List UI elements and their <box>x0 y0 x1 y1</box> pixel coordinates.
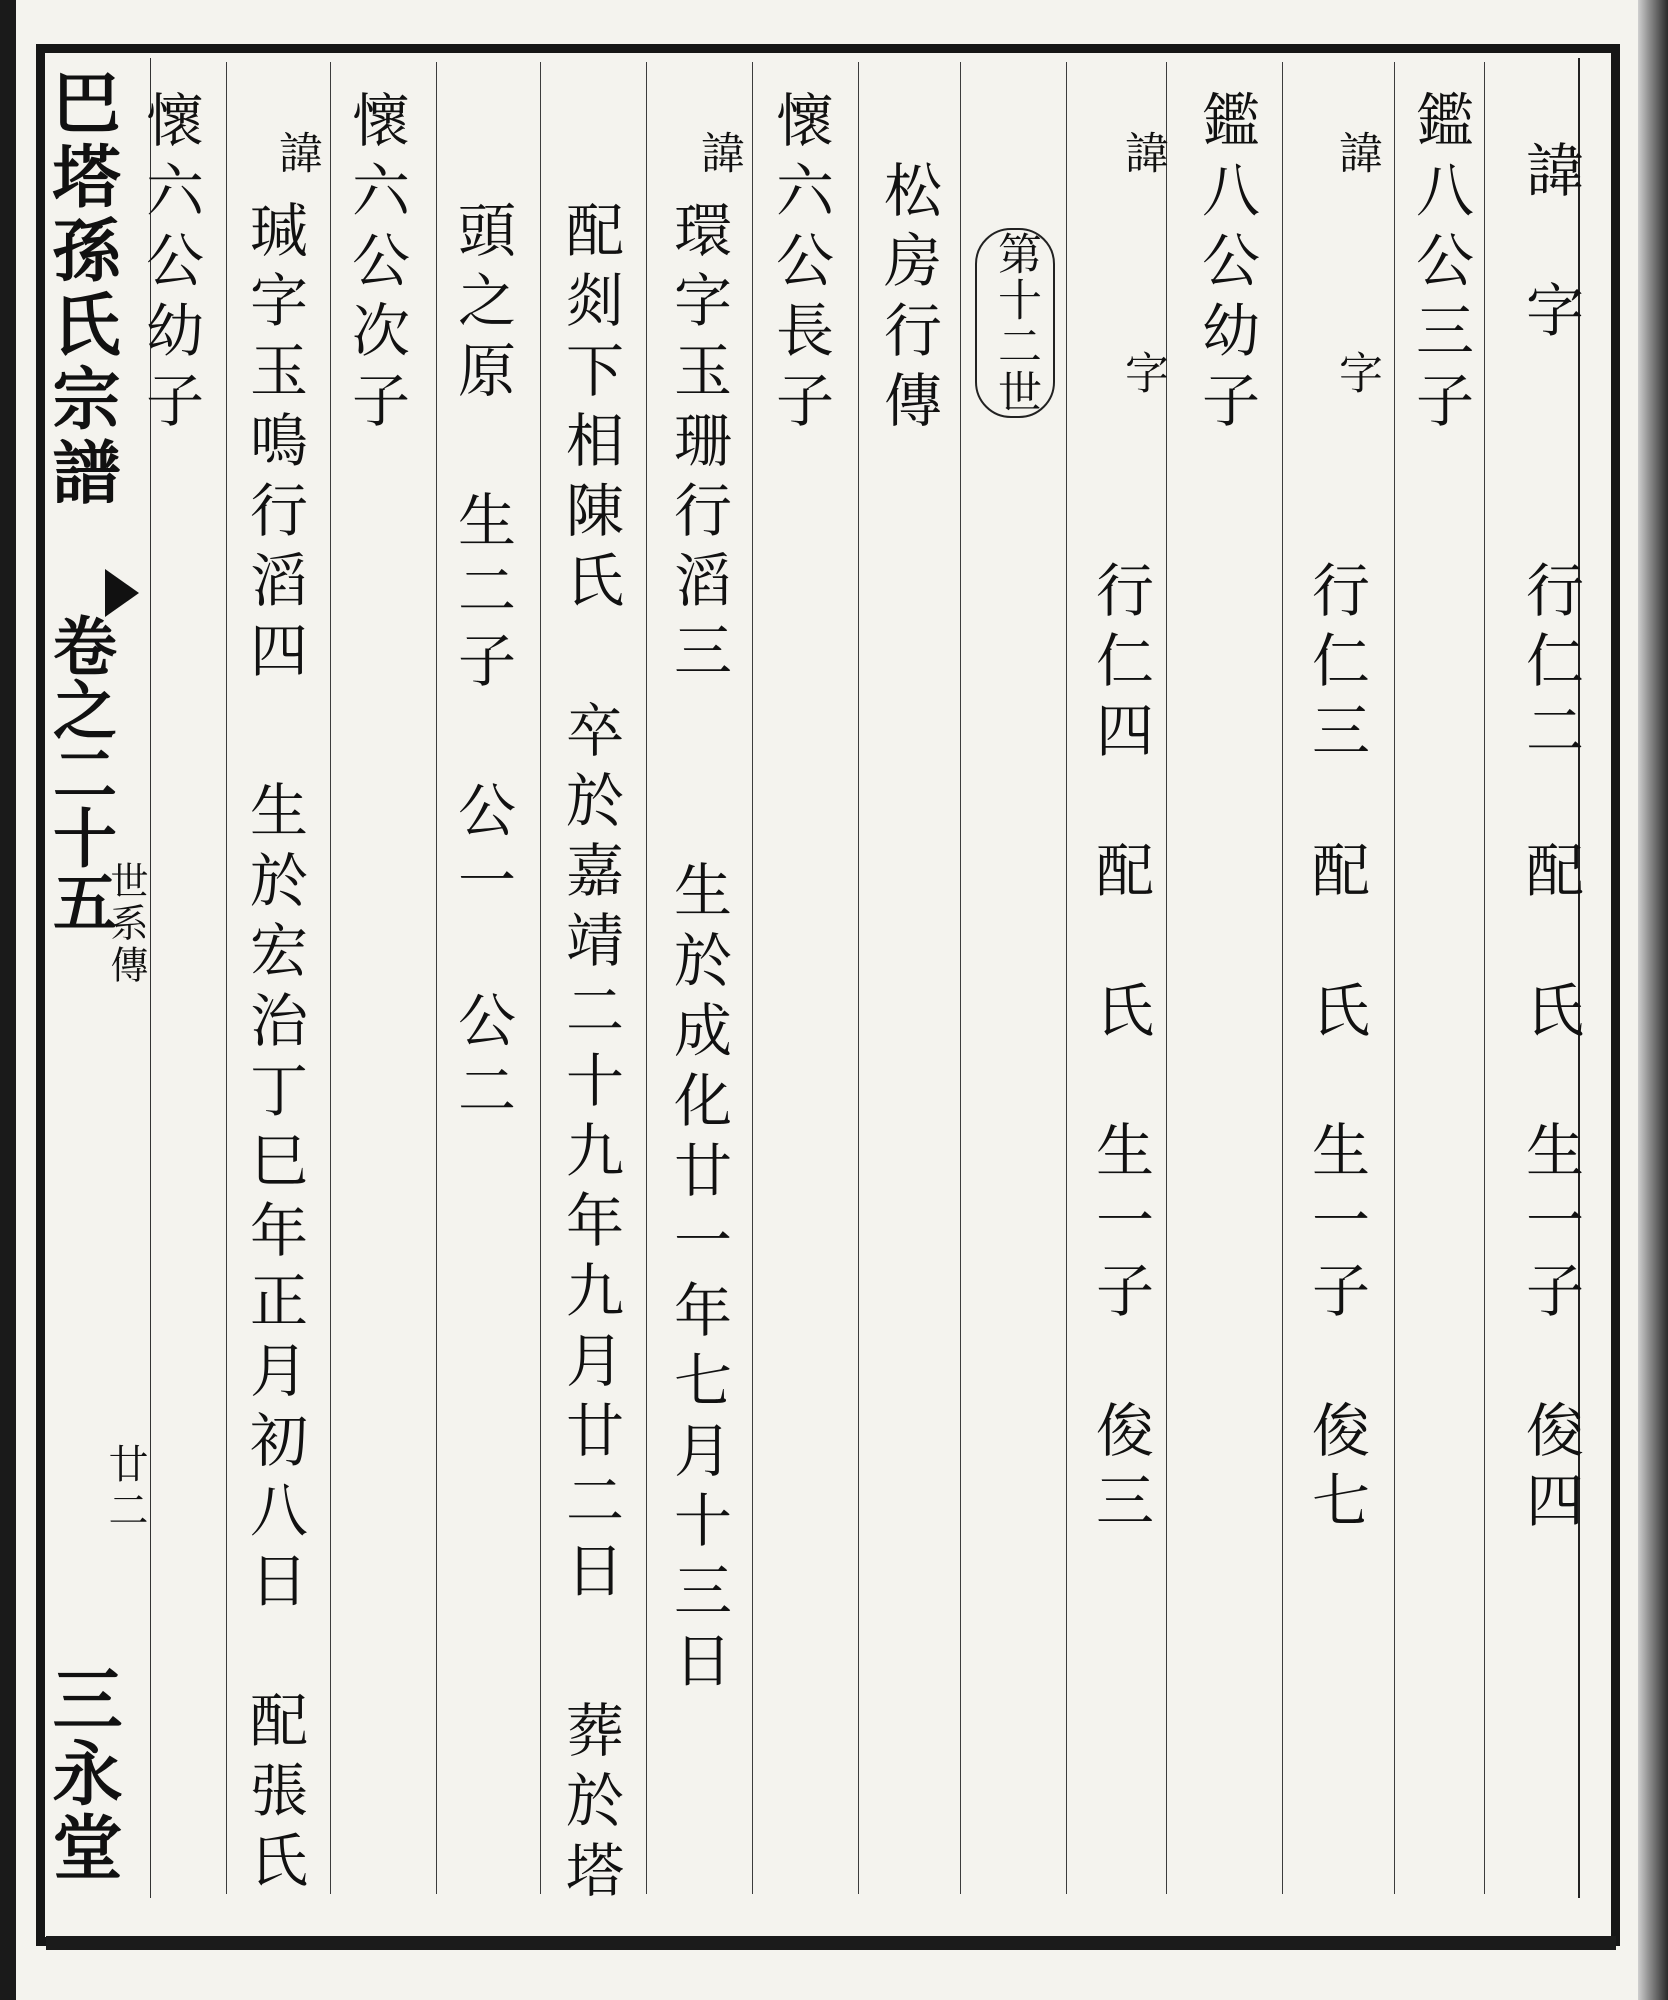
column-8-name: 環字玉珊行滔三 <box>664 200 732 690</box>
column-4-parent: 鑑八公幼子 <box>1192 90 1260 440</box>
hall-name: 三永堂 <box>41 1663 124 1885</box>
column-rule <box>330 62 331 1894</box>
column-rule <box>1394 62 1395 1894</box>
volume-label: 卷之二十五 <box>42 613 117 933</box>
column-9-death: 卒於嘉靖二十九年九月廿二日 <box>556 700 624 1610</box>
scan-right-edge <box>1638 0 1668 2000</box>
column-rule <box>646 62 647 1894</box>
column-5-hui: 諱 <box>1117 130 1168 186</box>
book-spine-strip <box>41 53 148 1937</box>
page-number: 廿二 <box>102 1443 148 1535</box>
column-rule <box>226 62 227 1894</box>
column-2-parent: 鑑八公三子 <box>1406 90 1474 440</box>
section-label: 世系傳 <box>104 861 148 987</box>
column-8-hui: 諱 <box>693 130 744 186</box>
generation-badge: 第十二世 <box>975 228 1055 418</box>
column-12-hui: 諱 <box>271 130 322 186</box>
column-rule <box>858 62 859 1894</box>
column-9-burial: 葬於塔 <box>556 1700 624 1910</box>
column-10-children: 生二子 <box>448 490 516 700</box>
column-rule <box>540 62 541 1894</box>
column-11-parent: 懷六公次子 <box>342 90 410 440</box>
column-rule <box>1066 62 1067 1894</box>
column-10-place: 頭之原 <box>448 200 516 410</box>
column-1-top: 諱 字 <box>1516 140 1584 350</box>
column-3-zi: 字 <box>1331 350 1382 406</box>
column-13-parent: 懷六公幼子 <box>136 90 204 440</box>
column-10-sons: 公一 公二 <box>448 780 516 1130</box>
column-7-parent: 懷六公長子 <box>766 90 834 440</box>
column-12-birth: 生於宏治丁巳年正月初八日 <box>240 780 308 1620</box>
fishtail-mark-icon <box>105 569 139 617</box>
column-3-hui: 諱 <box>1331 130 1382 186</box>
genealogy-title: 巴塔孫氏宗譜 <box>41 67 121 511</box>
column-rule <box>960 62 961 1894</box>
column-1-record: 行仁二 配 氏 生一子 俊四 <box>1516 560 1584 1540</box>
column-12-spouse: 配張氏 <box>240 1690 308 1900</box>
page-bottom-border <box>46 1936 1616 1950</box>
column-rule <box>752 62 753 1894</box>
column-3-record: 行仁三 配 氏 生一子 俊七 <box>1302 560 1370 1540</box>
column-8-birth: 生於成化廿一年七月十三日 <box>664 860 732 1700</box>
column-9-spouse: 配剡下相陳氏 <box>556 200 624 620</box>
scan-left-edge <box>0 0 16 2000</box>
column-rule <box>436 62 437 1894</box>
column-6-branch: 松房行傳 <box>874 160 942 440</box>
column-5-zi: 字 <box>1117 350 1168 406</box>
column-5-record: 行仁四 配 氏 生一子 俊三 <box>1086 560 1154 1540</box>
column-12-name: 瑊字玉鳴行滔四 <box>240 200 308 690</box>
column-rule <box>1484 62 1485 1894</box>
column-rule <box>1282 62 1283 1894</box>
column-rule <box>1166 62 1167 1894</box>
